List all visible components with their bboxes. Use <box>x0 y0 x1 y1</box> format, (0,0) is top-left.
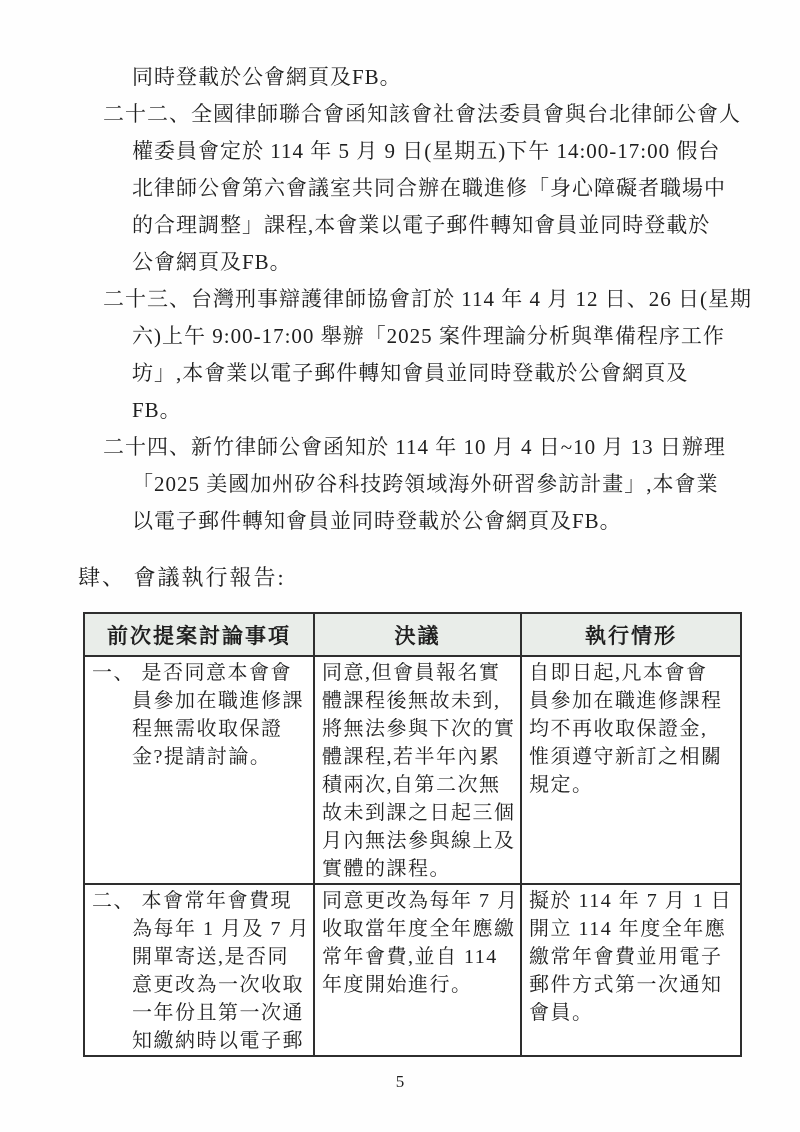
cell-line: 體課程,若半年內累 <box>322 746 501 768</box>
paragraph-line: 公會網頁及FB。 <box>132 250 292 274</box>
cell-line: 自即日起,凡本會會 <box>529 662 708 684</box>
cell-line: 開立 114 年度全年應 <box>529 918 727 940</box>
cell-line: 同意更改為每年 7 月 <box>322 890 519 912</box>
cell-line: 員參加在職進修課 <box>132 690 304 712</box>
cell-line: 將無法參與下次的實 <box>322 718 516 740</box>
cell-line: 惟須遵守新訂之相關 <box>529 746 723 768</box>
table-body <box>84 656 741 1056</box>
table-cell <box>314 656 521 884</box>
execution-report-table <box>83 612 742 1057</box>
cell-line: 二、 本會常年會費現 <box>92 890 292 912</box>
table-cell <box>521 656 741 884</box>
paragraph-line: 二十三、台灣刑事辯護律師協會訂於 114 年 4 月 12 日、26 日(星期 <box>103 287 752 311</box>
cell-line: 常年會費,並自 114 <box>322 946 498 968</box>
cell-line: 一年份且第一次通 <box>132 1002 304 1024</box>
cell-line: 繳常年會費並用電子 <box>529 946 723 968</box>
page-number: 5 <box>395 1072 405 1091</box>
paragraph-line: 以電子郵件轉知會員並同時登載於公會網頁及FB。 <box>132 509 622 533</box>
table-cell <box>84 656 314 884</box>
cell-line: 意更改為一次收取 <box>132 974 304 996</box>
table-header-row <box>84 613 741 656</box>
table-cell <box>84 884 314 1056</box>
cell-line: 體課程後無故未到, <box>322 690 501 712</box>
table-header-cell: 執行情形 <box>521 613 741 656</box>
table-cell <box>314 884 521 1056</box>
cell-line: 金?提請討論。 <box>132 746 272 768</box>
paragraph-line: 同時登載於公會網頁及FB。 <box>132 65 402 89</box>
table-row <box>84 656 741 884</box>
table-header-cell: 前次提案討論事項 <box>84 613 314 656</box>
paragraph-line: 權委員會定於 114 年 5 月 9 日(星期五)下午 14:00-17:00 假台 <box>132 139 721 163</box>
cell-line: 為每年 1 月及 7 月 <box>132 918 310 940</box>
section-heading: 肆、 會議執行報告: <box>78 565 286 590</box>
table-cell <box>521 884 741 1056</box>
cell-line: 一、 是否同意本會會 <box>92 662 292 684</box>
cell-line: 月內無法參與線上及 <box>322 830 516 852</box>
document-body <box>0 59 800 540</box>
cell-line: 規定。 <box>529 774 594 796</box>
cell-line: 均不再收取保證金, <box>529 718 708 740</box>
cell-line: 知繳納時以電子郵 <box>132 1030 304 1052</box>
cell-line: 程無需收取保證 <box>132 718 283 740</box>
paragraph-line: 「2025 美國加州矽谷科技跨領域海外研習參訪計畫」,本會業 <box>132 472 719 496</box>
paragraph-line: 北律師公會第六會議室共同合辦在職進修「身心障礙者職場中 <box>132 176 726 200</box>
cell-line: 收取當年度全年應繳 <box>322 918 516 940</box>
cell-line: 故未到課之日起三個 <box>322 802 516 824</box>
cell-line: 擬於 114 年 7 月 1 日 <box>529 890 733 912</box>
paragraph-line: 二十四、新竹律師公會函知於 114 年 10 月 4 日~10 月 13 日辦理 <box>103 435 726 459</box>
cell-line: 積兩次,自第二次無 <box>322 774 501 796</box>
cell-line: 年度開始進行。 <box>322 974 473 996</box>
paragraph-line: 的合理調整」課程,本會業以電子郵件轉知會員並同時登載於 <box>132 213 711 237</box>
paragraph-line: FB。 <box>132 398 182 422</box>
cell-line: 郵件方式第一次通知 <box>529 974 723 996</box>
cell-line: 員參加在職進修課程 <box>529 690 723 712</box>
cell-line: 開單寄送,是否同 <box>132 946 289 968</box>
paragraph-line: 坊」,本會業以電子郵件轉知會員並同時登載於公會網頁及 <box>132 361 689 385</box>
cell-line: 同意,但會員報名實 <box>322 662 501 684</box>
table-row <box>84 884 741 1056</box>
cell-line: 實體的課程。 <box>322 858 451 880</box>
table-header-cell: 決議 <box>314 613 521 656</box>
paragraph-line: 二十二、全國律師聯合會函知該會社會法委員會與台北律師公會人 <box>103 102 741 126</box>
cell-line: 會員。 <box>529 1002 594 1024</box>
paragraph-line: 六)上午 9:00-17:00 舉辦「2025 案件理論分析與準備程序工作 <box>132 324 725 348</box>
